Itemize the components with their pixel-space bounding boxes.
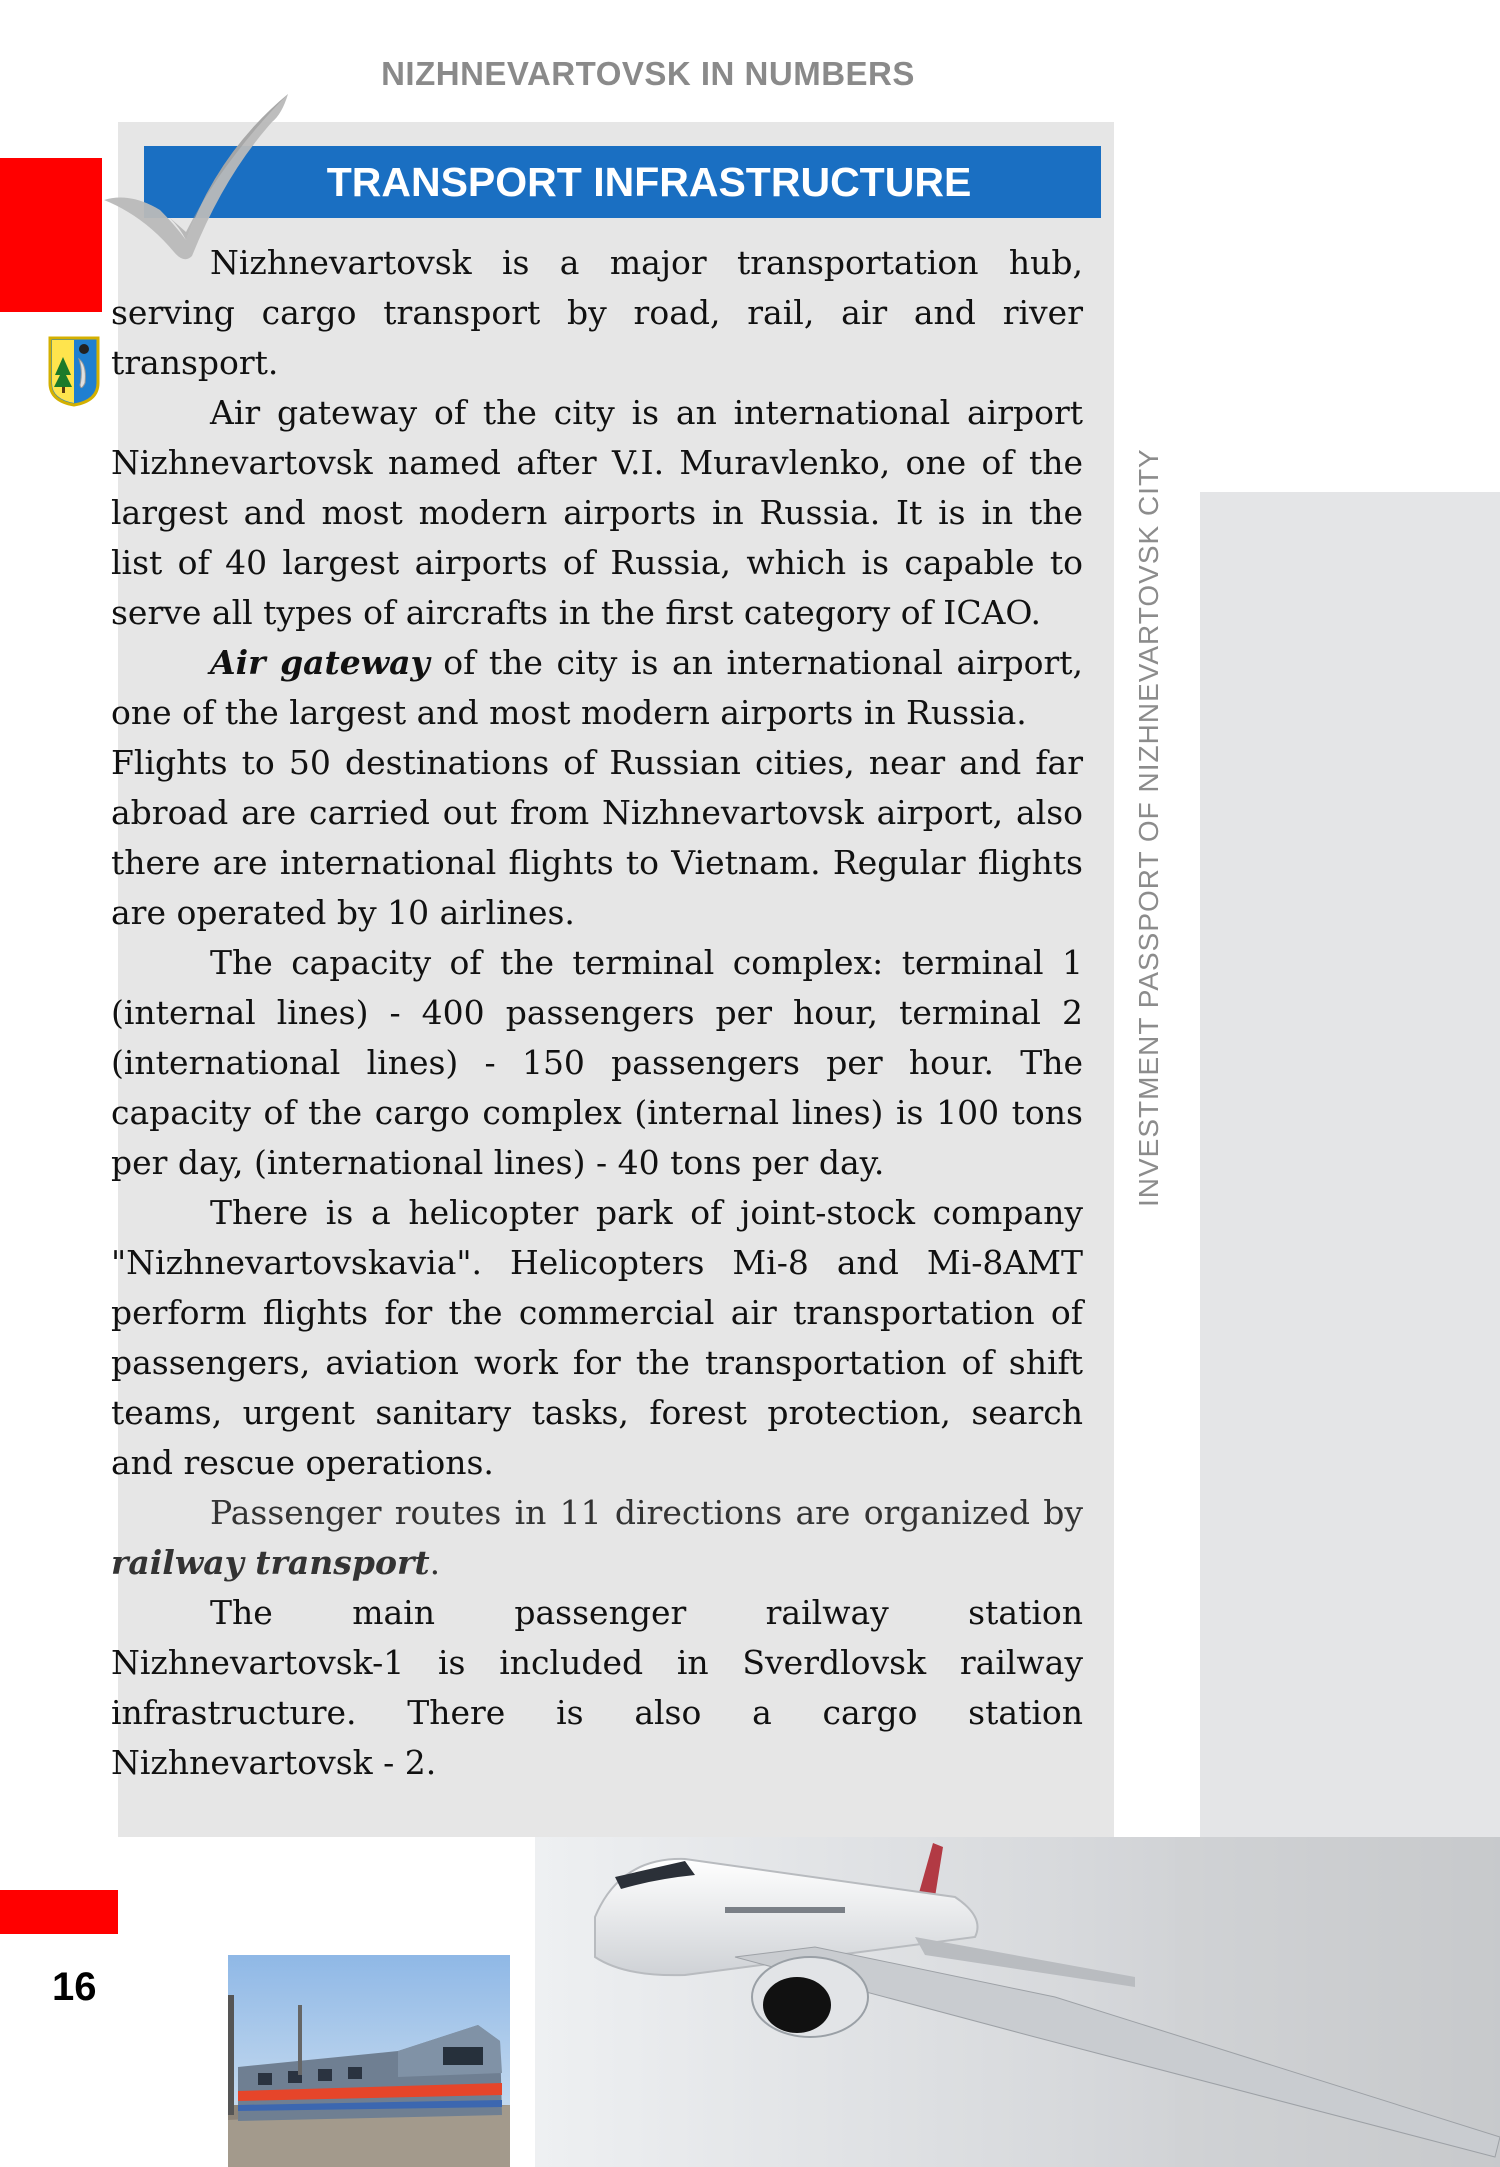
paragraph-2: Air gateway of the city is an international airport Nizhnevartovsk named after V.I. Muravlenko, one of the largest and most modern airports in Russia. It is in the list of 40 largest airports of Russia, which is capable to serve all types of aircrafts in the first category of ICAO. [111, 393, 1083, 632]
coat-of-arms-icon [47, 335, 101, 407]
train-photo [228, 1955, 510, 2167]
vertical-side-title: INVESTMENT PASSPORT OF NIZHNEVARTOVSK CITY [1133, 448, 1164, 1207]
paragraph-6: There is a helicopter park of joint-stock company "Nizhnevartovskavia". Helicopters Mi-8 and Mi-8AMT perform flights for the commercial air transportation of passengers, aviation work for the transportation of shift teams, urgent sanitary tasks, forest protection, search and rescue operations. [111, 1193, 1083, 1482]
red-accent-bar-bottom [0, 1890, 118, 1934]
paragraph-3-rest: of the city is an international airport, one of the largest and most modern airports in Russia. [111, 643, 1083, 732]
railway-transport-emphasis: railway transport [111, 1543, 430, 1582]
paragraph-8: The main passenger railway station Nizhnevartovsk-1 is included in Sverdlovsk railway infrastructure. There is also a cargo station Nizhnevartovsk - 2. [111, 1593, 1083, 1782]
paragraph-1: Nizhnevartovsk is a major transportation hub, serving cargo transport by road, rail, air and river transport. [111, 243, 1083, 382]
paragraph-5: The capacity of the terminal complex: terminal 1 (internal lines) - 400 passengers per hour, terminal 2 (international lines) - 150 passengers per hour. The capacity of the cargo complex (internal lines) is 100 tons per day, (international lines) - 40 tons per day. [111, 943, 1083, 1182]
paragraph-3 [111, 638, 1083, 738]
paragraph-7-end: . [429, 1543, 441, 1582]
page-number: 16 [52, 1965, 97, 2009]
section-title: TRANSPORT INFRASTRUCTURE [326, 159, 972, 205]
paragraph-7 [111, 1488, 1083, 1588]
page-header: NIZHNEVARTOVSK IN NUMBERS [381, 55, 915, 92]
red-accent-bar-top [0, 158, 102, 312]
paragraph-7-start: Passenger routes in 11 directions are organized by [210, 1493, 1083, 1532]
body-text [111, 238, 1083, 1788]
air-gateway-emphasis: Air gateway [210, 643, 430, 682]
airplane-photo [535, 1837, 1500, 2167]
checkmark-icon [100, 92, 290, 262]
paragraph-4: Flights to 50 destinations of Russian cities, near and far abroad are carried out from Nizhnevartovsk airport, also there are international flights to Vietnam. Regular flights are operated by 10 airlines. [111, 743, 1083, 932]
